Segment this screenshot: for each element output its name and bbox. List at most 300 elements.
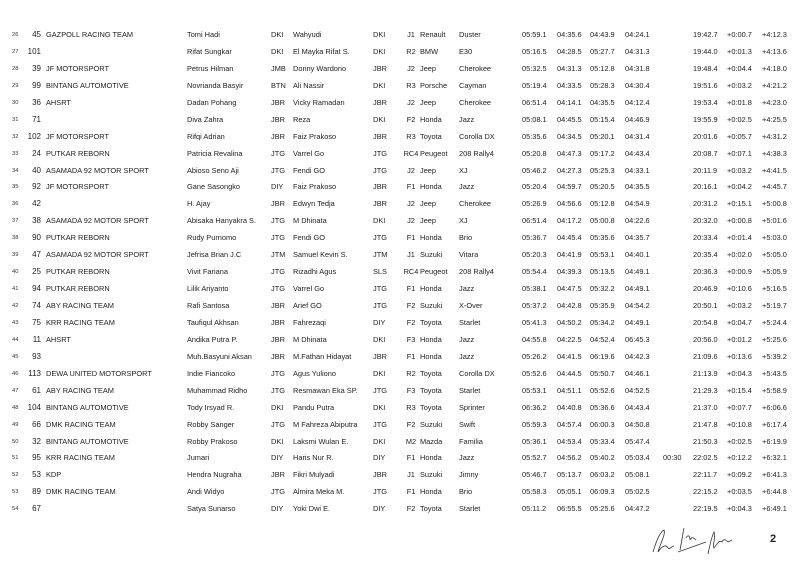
stage-3-time: 05:40.2: [590, 453, 615, 463]
stage-1-time: 05:46.7: [522, 470, 547, 480]
gap-to-previous: +0:10.6: [727, 284, 752, 294]
driver-name: Muhammad Ridho: [187, 385, 248, 395]
stage-1-time: 05:54.4: [522, 267, 547, 277]
gap-to-previous: +0:02.5: [727, 114, 752, 124]
gap-to-previous: +0:04.7: [727, 317, 752, 327]
car-model: Starlet: [459, 317, 481, 327]
stage-3-time: 05:12.8: [590, 199, 615, 209]
car-model: Jazz: [459, 182, 475, 192]
stage-1-time: 05:32.5: [522, 63, 547, 73]
gap-to-previous: +0:13.6: [727, 351, 752, 361]
car-number: 38: [32, 216, 41, 226]
driver-region: JTG: [271, 267, 285, 277]
codriver-region: DKI: [373, 334, 386, 344]
driver-region: JBR: [271, 199, 285, 209]
driver-name: Rifqi Adrian: [187, 131, 225, 141]
total-time: 20:33.4: [693, 233, 718, 243]
gap-to-leader: +4:12.3: [762, 30, 787, 39]
gap-to-leader: +5:00.8: [762, 199, 787, 209]
stage-1-time: 05:36.7: [522, 233, 547, 243]
total-time: 22:11.7: [693, 470, 718, 480]
car-number: 67: [32, 504, 41, 514]
stage-1-time: 05:11.2: [522, 504, 547, 514]
stage-4-time: 04:50.8: [625, 419, 650, 429]
team-name: PUTKAR REBORN: [46, 267, 110, 277]
driver-name: Vivit Fariana: [187, 267, 228, 277]
car-number: 99: [32, 80, 41, 90]
team-name: BINTANG AUTOMOTIVE: [46, 436, 129, 446]
gap-to-leader: +6:44.8: [762, 487, 787, 497]
codriver-name: Varrel Go: [293, 284, 325, 294]
stage-4-time: 04:30.4: [625, 80, 650, 90]
position: 30: [12, 99, 19, 106]
codriver-region: JTG: [373, 165, 387, 175]
stage-1-time: 05:59.1: [522, 30, 547, 39]
stage-2-time: 04:41.9: [557, 250, 582, 260]
stage-3-time: 05:12.8: [590, 63, 615, 73]
stage-4-time: 06:45.3: [625, 334, 650, 344]
stage-2-time: 04:34.5: [557, 131, 582, 141]
class: F2: [406, 504, 416, 514]
codriver-region: JBR: [373, 199, 387, 209]
stage-3-time: 05:28.3: [590, 80, 615, 90]
driver-name: Indie Fiancoko: [187, 368, 236, 378]
car-number: 92: [32, 182, 41, 192]
gap-to-leader: +6:49.1: [762, 504, 787, 514]
driver-name: Robby Sanger: [187, 419, 235, 429]
stage-2-time: 04:35.6: [557, 30, 582, 39]
class: J2: [407, 165, 415, 175]
codriver-region: JTG: [373, 284, 387, 294]
driver-name: Hendra Nugraha: [187, 470, 242, 480]
stage-3-time: 05:25.6: [590, 504, 615, 514]
car-number: 25: [32, 267, 41, 277]
car-make: Peugeot: [420, 267, 448, 277]
driver-name: Tody Irsyad R.: [187, 402, 235, 412]
team-name: GAZPOLL RACING TEAM: [46, 30, 134, 39]
stage-2-time: 04:17.2: [557, 216, 582, 226]
stage-2-time: 04:50.2: [557, 317, 582, 327]
car-model: 208 Rally4: [459, 148, 494, 158]
team-name: PUTKAR REBORN: [46, 148, 110, 158]
gap-to-leader: +5:19.7: [762, 301, 787, 310]
team-name: AHSRT: [46, 334, 71, 344]
table-row: [0, 484, 800, 501]
stage-4-time: 04:31.3: [625, 46, 650, 56]
codriver-region: JTM: [373, 250, 388, 260]
driver-name: Dadan Pohang: [187, 97, 237, 107]
driver-region: DKI: [271, 46, 284, 56]
table-row: [0, 44, 800, 61]
class: J1: [407, 470, 415, 480]
driver-region: JMB: [271, 63, 286, 73]
team-name: DMK RACING TEAM: [46, 419, 116, 429]
driver-name: Patricia Revalina: [187, 148, 243, 158]
codriver-region: DKI: [373, 216, 386, 226]
codriver-region: DKI: [373, 30, 386, 39]
total-time: 22:02.5: [693, 453, 718, 463]
table-row: [0, 467, 800, 484]
car-make: Suzuki: [420, 301, 443, 310]
position: 42: [12, 303, 19, 309]
stage-3-time: 05:32.2: [590, 284, 615, 294]
car-number: 53: [32, 470, 41, 480]
car-number: 36: [32, 97, 41, 107]
codriver-region: DKI: [373, 114, 386, 124]
driver-name: Diva Zahra: [187, 114, 224, 124]
stage-4-time: 04:54.2: [625, 301, 650, 310]
gap-to-leader: +5:05.0: [762, 250, 787, 260]
table-row: [0, 95, 800, 112]
stage-4-time: 05:08.1: [625, 470, 650, 480]
gap-to-leader: +5:58.9: [762, 385, 787, 395]
codriver-region: DKI: [373, 80, 386, 90]
stage-4-time: 04:49.1: [625, 267, 650, 277]
gap-to-previous: +0:03.2: [727, 301, 752, 310]
stage-2-time: 04:47.3: [557, 148, 582, 158]
class: F1: [406, 351, 416, 361]
class: RC4: [403, 267, 419, 277]
driver-region: DKI: [271, 436, 284, 446]
stage-1-time: 05:46.2: [522, 165, 547, 175]
stage-1-time: 05:20.3: [522, 250, 547, 260]
car-number: 66: [32, 419, 41, 429]
team-name: ABY RACING TEAM: [46, 385, 114, 395]
stage-3-time: 05:35.6: [590, 233, 615, 243]
car-number: 47: [32, 250, 41, 260]
team-name: DMK RACING TEAM: [46, 487, 116, 497]
total-time: 20:01.6: [693, 131, 718, 141]
car-model: Starlet: [459, 504, 481, 514]
car-number: 104: [27, 402, 41, 412]
stage-4-time: 04:47.2: [625, 504, 650, 514]
table-row: [0, 112, 800, 129]
class: J2: [407, 199, 415, 209]
driver-region: JBR: [271, 334, 285, 344]
team-name: KRR RACING TEAM: [46, 317, 115, 327]
stage-3-time: 05:50.7: [590, 368, 615, 378]
gap-to-leader: +6:32.1: [762, 453, 787, 463]
driver-region: DKI: [271, 30, 284, 39]
stage-2-time: 05:05.1: [557, 487, 582, 497]
car-make: Renault: [420, 30, 446, 39]
driver-name: Robby Prakoso: [187, 436, 238, 446]
stage-2-time: 04:33.5: [557, 80, 582, 90]
driver-region: JTG: [271, 368, 285, 378]
gap-to-leader: +5:25.6: [762, 334, 787, 344]
stage-3-time: 05:34.2: [590, 317, 615, 327]
total-time: 20:35.4: [693, 250, 718, 260]
codriver-region: JTG: [373, 233, 387, 243]
table-row: [0, 332, 800, 349]
codriver-name: Fikri Mulyadi: [293, 470, 335, 480]
position: 31: [12, 116, 19, 123]
position: 47: [12, 387, 19, 394]
total-time: 20:36.3: [693, 267, 718, 277]
class: J1: [407, 30, 415, 39]
stage-2-time: 04:59.7: [557, 182, 582, 192]
gap-to-leader: +4:25.5: [762, 114, 787, 124]
total-time: 19:51.6: [693, 80, 718, 90]
stage-3-time: 05:20.1: [590, 131, 615, 141]
stage-1-time: 05:38.1: [522, 284, 547, 294]
stage-2-time: 04:22.5: [557, 334, 582, 344]
class: F1: [406, 453, 416, 463]
stage-1-time: 04:55.8: [522, 334, 547, 344]
stage-3-time: 05:15.4: [590, 114, 615, 124]
codriver-name: Haris Nur R.: [293, 453, 334, 463]
gap-to-leader: +6:19.9: [762, 436, 787, 446]
driver-name: Rudy Purnomo: [187, 233, 237, 243]
class: J2: [407, 216, 415, 226]
team-name: ASAMADA 92 MOTOR SPORT: [46, 216, 149, 226]
car-model: Jimny: [459, 470, 479, 480]
gap-to-leader: +6:17.4: [762, 419, 787, 429]
car-make: Honda: [420, 453, 442, 463]
car-model: Cherokee: [459, 97, 492, 107]
table-row: [0, 230, 800, 247]
team-name: KDP: [46, 470, 62, 480]
stage-2-time: 04:44.5: [557, 368, 582, 378]
car-model: Swift: [459, 419, 476, 429]
driver-region: DKI: [271, 402, 284, 412]
class: F1: [406, 487, 416, 497]
driver-name: Andi Widyo: [187, 487, 225, 497]
stage-1-time: 05:36.1: [522, 436, 547, 446]
codriver-name: Samuel Kevin S.: [293, 250, 348, 260]
stage-3-time: 06:19.6: [590, 351, 615, 361]
stage-2-time: 04:56.6: [557, 199, 582, 209]
team-name: PUTKAR REBORN: [46, 284, 110, 294]
signature-2: [678, 528, 706, 552]
codriver-name: Reza: [293, 114, 311, 124]
car-number: 24: [32, 148, 41, 158]
car-model: Cherokee: [459, 63, 492, 73]
codriver-name: Arief GO: [293, 301, 322, 310]
driver-region: JBR: [271, 317, 285, 327]
car-model: Jazz: [459, 114, 475, 124]
car-model: Jazz: [459, 453, 475, 463]
table-row: [0, 27, 800, 44]
stage-4-time: 05:03.4: [625, 453, 650, 463]
gap-to-leader: +4:18.0: [762, 63, 787, 73]
gap-to-leader: +4:38.3: [762, 148, 787, 158]
car-make: Suzuki: [420, 470, 443, 480]
stage-2-time: 04:39.3: [557, 267, 582, 277]
stage-2-time: 04:51.1: [557, 385, 582, 395]
gap-to-leader: +5:43.5: [762, 368, 787, 378]
total-time: 20:31.2: [693, 199, 718, 209]
total-time: 19:48.4: [693, 63, 718, 73]
table-row: [0, 349, 800, 366]
stage-3-time: 05:13.5: [590, 267, 615, 277]
driver-region: JTG: [271, 233, 285, 243]
position: 27: [12, 48, 19, 55]
car-number: 40: [32, 165, 41, 175]
car-make: Honda: [420, 487, 442, 497]
table-row: [0, 179, 800, 196]
car-number: 94: [32, 284, 41, 294]
car-make: Honda: [420, 351, 442, 361]
position: 35: [12, 184, 19, 191]
table-row: [0, 78, 800, 95]
position: 46: [12, 370, 19, 377]
signature-1: [653, 530, 674, 552]
stage-1-time: 05:52.7: [522, 453, 547, 463]
gap-to-leader: +6:06.6: [762, 402, 787, 412]
driver-name: H. Ajay: [187, 199, 211, 209]
stage-3-time: 05:27.7: [590, 46, 615, 56]
class: F3: [406, 334, 416, 344]
codriver-region: SLS: [373, 267, 387, 277]
codriver-name: Almira Meka M.: [293, 487, 345, 497]
gap-to-previous: +0:01.3: [727, 46, 752, 56]
car-make: Toyota: [420, 504, 442, 514]
driver-name: Taufiqul Akhsan: [187, 317, 239, 327]
table-row: [0, 417, 800, 434]
stage-2-time: 05:13.7: [557, 470, 582, 480]
class: F2: [406, 419, 416, 429]
car-number: 74: [32, 301, 41, 310]
stage-4-time: 05:02.5: [625, 487, 650, 497]
codriver-name: El Mayka Rifat S.: [293, 46, 350, 56]
table-row: [0, 196, 800, 213]
codriver-region: JBR: [373, 182, 387, 192]
total-time: 22:15.2: [693, 487, 718, 497]
team-name: KRR RACING TEAM: [46, 453, 115, 463]
stage-3-time: 05:17.2: [590, 148, 615, 158]
gap-to-previous: +0:04.4: [727, 63, 752, 73]
total-time: 21:37.0: [693, 402, 718, 412]
position: 32: [12, 133, 19, 140]
stage-3-time: 04:52.4: [590, 334, 615, 344]
total-time: 20:56.0: [693, 334, 718, 344]
driver-region: JTG: [271, 419, 285, 429]
car-model: Jazz: [459, 334, 475, 344]
position: 50: [12, 438, 19, 445]
stage-3-time: 05:25.3: [590, 165, 615, 175]
stage-2-time: 04:41.5: [557, 351, 582, 361]
gap-to-leader: +4:21.2: [762, 80, 787, 90]
car-model: Starlet: [459, 385, 481, 395]
stage-1-time: 05:20.4: [522, 182, 547, 192]
gap-to-previous: +0:01.2: [727, 334, 752, 344]
stage-4-time: 04:35.5: [625, 182, 650, 192]
car-number: 101: [27, 46, 41, 56]
total-time: 20:16.1: [693, 182, 718, 192]
signature-3: [708, 532, 732, 554]
gap-to-previous: +0:03.5: [727, 487, 752, 497]
total-time: 20:54.8: [693, 317, 718, 327]
driver-name: Jefrisa Brian J.C: [187, 250, 242, 260]
table-row: [0, 61, 800, 78]
codriver-name: Edwyn Tedja: [293, 199, 335, 209]
car-model: Cayman: [459, 80, 487, 90]
driver-name: Novrianda Basyir: [187, 80, 244, 90]
stage-3-time: 05:33.4: [590, 436, 615, 446]
class: F2: [406, 301, 416, 310]
car-make: Toyota: [420, 402, 442, 412]
car-make: Honda: [420, 334, 442, 344]
position: 28: [12, 65, 19, 72]
team-name: DEWA UNITED MOTORSPORT: [46, 368, 152, 378]
codriver-name: Wahyudi: [293, 30, 322, 39]
driver-region: JBR: [271, 351, 285, 361]
table-row: [0, 315, 800, 332]
table-row: [0, 400, 800, 417]
stage-4-time: 04:46.1: [625, 368, 650, 378]
total-time: 22:19.5: [693, 504, 718, 514]
driver-region: JTG: [271, 216, 285, 226]
table-row: [0, 434, 800, 451]
stage-1-time: 05:35.6: [522, 131, 547, 141]
gap-to-previous: +0:03.2: [727, 165, 752, 175]
stage-2-time: 04:53.4: [557, 436, 582, 446]
stage-2-time: 04:56.2: [557, 453, 582, 463]
car-model: XJ: [459, 216, 468, 226]
stage-3-time: 05:36.6: [590, 402, 615, 412]
position: 40: [12, 269, 19, 276]
stage-1-time: 05:37.2: [522, 301, 547, 310]
gap-to-previous: +0:15.1: [727, 199, 752, 209]
car-number: 61: [32, 385, 41, 395]
car-model: Vitara: [459, 250, 479, 260]
driver-name: Jumari: [187, 453, 210, 463]
position: 37: [12, 218, 19, 225]
class: R2: [406, 368, 416, 378]
total-time: 20:46.9: [693, 284, 718, 294]
codriver-name: M Fahreza Abiputra: [293, 419, 358, 429]
position: 49: [12, 421, 19, 428]
stage-2-time: 06:55.5: [557, 504, 582, 514]
codriver-region: JTG: [373, 487, 387, 497]
codriver-region: DKI: [373, 436, 386, 446]
team-name: JF MOTORSPORT: [46, 131, 109, 141]
total-time: 21:13.9: [693, 368, 718, 378]
driver-region: JBR: [271, 131, 285, 141]
codriver-region: DKI: [373, 368, 386, 378]
stage-1-time: 05:20.8: [522, 148, 547, 158]
stage-1-time: 05:26.2: [522, 351, 547, 361]
class: F2: [406, 114, 416, 124]
driver-region: JBR: [271, 114, 285, 124]
codriver-region: DIY: [373, 504, 386, 514]
driver-region: JTM: [271, 250, 286, 260]
team-name: BINTANG AUTOMOTIVE: [46, 402, 129, 412]
gap-to-leader: +5:24.4: [762, 317, 787, 327]
driver-region: DIY: [271, 182, 284, 192]
car-make: Toyota: [420, 131, 442, 141]
car-make: Honda: [420, 182, 442, 192]
position: 48: [12, 404, 19, 411]
stage-2-time: 04:45.4: [557, 233, 582, 243]
page-number: 2: [770, 533, 777, 545]
car-make: Suzuki: [420, 250, 443, 260]
driver-region: DIY: [271, 453, 284, 463]
car-model: X-Over: [459, 301, 483, 310]
codriver-region: JTG: [373, 419, 387, 429]
class: F1: [406, 182, 416, 192]
gap-to-previous: +0:09.2: [727, 470, 752, 480]
car-number: 90: [32, 233, 41, 243]
stage-3-time: 05:53.1: [590, 250, 615, 260]
total-time: 19:55.9: [693, 114, 718, 124]
table-row: [0, 501, 800, 518]
table-row: [0, 213, 800, 230]
car-model: Brio: [459, 233, 473, 243]
stage-2-time: 04:45.5: [557, 114, 582, 124]
codriver-region: DIY: [373, 317, 386, 327]
